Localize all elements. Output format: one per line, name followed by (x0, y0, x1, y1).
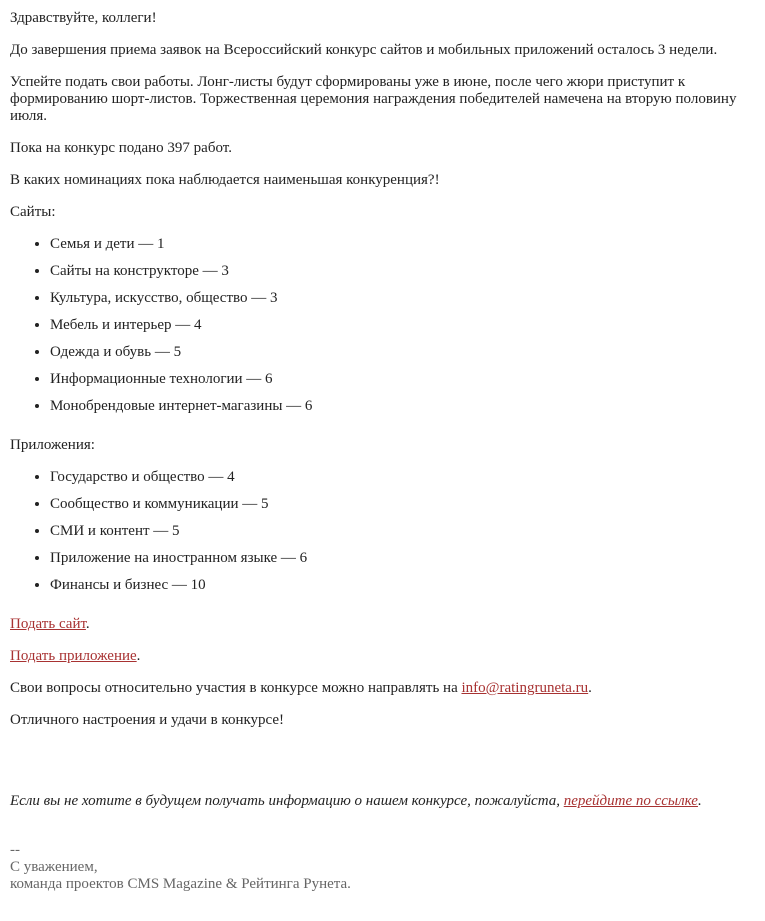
submit-app-line: Подать приложение. (10, 648, 141, 664)
deadline-text: До завершения приема заявок на Всероссийский конкурс сайтов и мобильных приложений осталось 3 недели. (10, 42, 718, 58)
spacer (10, 744, 755, 793)
list-item: • Информационные технологии — 6 (50, 371, 755, 388)
signature (10, 842, 755, 893)
signature-dashes: -- (10, 842, 20, 858)
questions-line: Свои вопросы относительно участия в конкурсе можно направлять на info@ratingruneta.ru. (10, 680, 592, 696)
submit-site-link[interactable]: Подать сайт (10, 616, 86, 632)
list-item: • Одежда и обувь — 5 (50, 344, 755, 361)
questions-text: Свои вопросы относительно участия в конкурсе можно направлять на (10, 680, 462, 696)
sites-list (10, 236, 755, 415)
sites-heading: Сайты: (10, 204, 56, 220)
info-text: Успейте подать свои работы. Лонг-листы будут сформированы уже в июне, после чего жюри приступит к формированию шорт-листов. Торжественная церемония награждения победителей намечена на вторую половину июля. (10, 74, 737, 124)
email-link[interactable]: info@ratingruneta.ru (461, 680, 589, 696)
list-item: • Семья и дети — 1 (50, 236, 755, 253)
list-item: • Государство и общество — 4 (50, 469, 755, 486)
list-item: • Мебель и интерьер — 4 (50, 317, 755, 334)
wish-text: Отличного настроения и удачи в конкурсе! (10, 712, 285, 728)
question-text: В каких номинациях пока наблюдается наименьшая конкуренция?! (10, 172, 440, 188)
list-item: • Культура, искусство, общество — 3 (50, 290, 755, 307)
submit-site-line: Подать сайт. (10, 616, 90, 632)
signature-team: команда проектов CMS Magazine & Рейтинга Рунета. (10, 876, 351, 892)
list-item: • Приложение на иностранном языке — 6 (50, 550, 755, 567)
list-item: • СМИ и контент — 5 (50, 523, 755, 540)
signature-regards: С уважением, (10, 859, 98, 875)
unsubscribe-link[interactable]: перейдите по ссылке (563, 793, 698, 809)
submit-app-link[interactable]: Подать приложение (10, 648, 137, 664)
greeting: Здравствуйте, коллеги! (10, 10, 157, 26)
apps-list (10, 469, 755, 594)
apps-heading: Приложения: (10, 437, 95, 453)
list-item: • Сообщество и коммуникации — 5 (50, 496, 755, 513)
unsubscribe-line: Если вы не хотите в будущем получать информацию о нашем конкурсе, пожалуйста, перейдите по ссылке. (10, 793, 702, 809)
list-item: • Финансы и бизнес — 10 (50, 577, 755, 594)
list-item: • Сайты на конструкторе — 3 (50, 263, 755, 280)
submissions-count: Пока на конкурс подано 397 работ. (10, 140, 232, 156)
list-item: • Монобрендовые интернет-магазины — 6 (50, 398, 755, 415)
unsubscribe-text: Если вы не хотите в будущем получать информацию о нашем конкурсе, пожалуйста, (10, 793, 564, 809)
